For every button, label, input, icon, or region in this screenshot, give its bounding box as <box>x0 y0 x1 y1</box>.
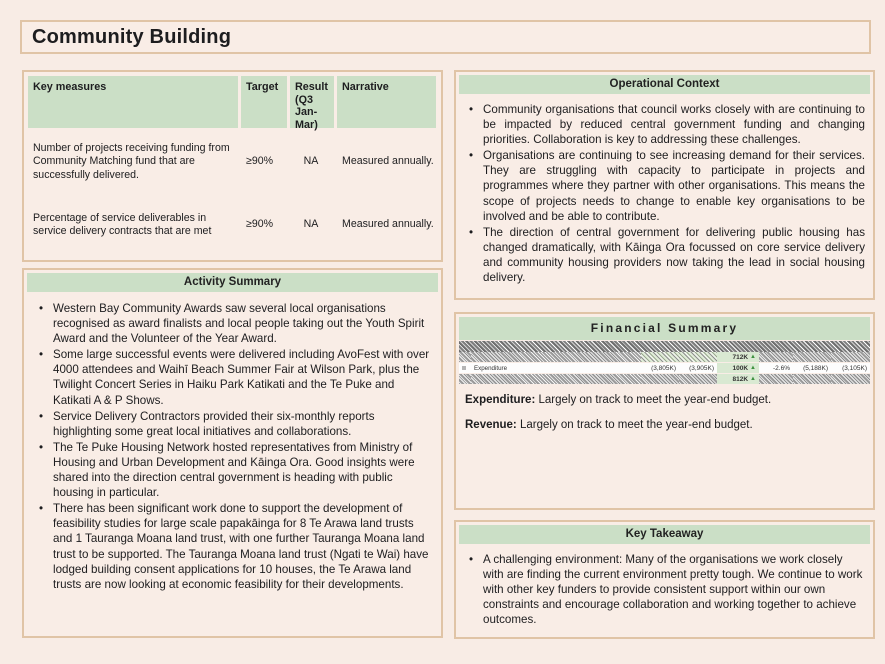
table-row <box>459 363 870 373</box>
target-value: ≥90% <box>246 218 274 231</box>
key-takeaway-list <box>463 552 865 627</box>
key-takeaway-header: Key Takeaway <box>459 525 870 544</box>
narrative-value: Measured annually. <box>342 218 434 231</box>
key-measures-section <box>22 70 443 262</box>
forecast-value: (3,105K) <box>842 364 867 372</box>
variance-pct: -2.6% <box>773 364 790 372</box>
operational-context-header: Operational Context <box>459 75 870 94</box>
key-takeaway-section <box>454 520 875 639</box>
financial-table-header-obscured <box>459 341 870 352</box>
table-row <box>459 352 870 362</box>
result-value: NA <box>303 218 319 231</box>
actual-value: (3,805K) <box>651 364 676 372</box>
table-row <box>459 374 870 384</box>
annual-budget-value: (5,188K) <box>803 364 828 372</box>
table-row <box>28 130 437 194</box>
measure-text: Number of projects receiving funding from Community Matching fund that are successfully delivered. <box>33 142 230 181</box>
noise-texture <box>459 341 870 352</box>
revenue-label: Revenue: <box>465 419 517 431</box>
key-measures-header-row <box>28 76 437 131</box>
title-box <box>20 20 871 54</box>
activity-summary-list <box>33 301 433 592</box>
list-item: • Western Bay Community Awards saw several local organisations recognised as award finalists and local people taking out the Youth Spirit Award and the Volunteer of the Year Award. <box>33 301 433 346</box>
variance-value: 712K <box>732 353 749 361</box>
variance-value: 100K <box>732 364 749 372</box>
up-arrow-icon: ▲ <box>750 365 756 371</box>
measure-text: Percentage of service deliverables in service delivery contracts that are met <box>33 211 212 237</box>
expenditure-label: Expenditure: <box>465 394 536 406</box>
financial-table <box>459 341 870 384</box>
table-row <box>28 196 437 254</box>
budget-value: (3,905K) <box>689 364 714 372</box>
col-header-target: Target <box>241 76 287 128</box>
operational-context-section <box>454 70 875 300</box>
expenditure-note <box>465 393 864 407</box>
variance-cell <box>717 363 759 373</box>
variance-cell <box>717 374 759 384</box>
up-arrow-icon: ▲ <box>750 354 756 360</box>
list-item: • Organisations are continuing to see increasing demand for their services. They are struggling with capacity to participate in projects and programmes where they partner with other organisations. This means the scope of projects needs to change to enable key organisations to be involved and be able to contribute. <box>463 148 865 223</box>
up-arrow-icon: ▲ <box>750 376 756 382</box>
list-item: • The Te Puke Housing Network hosted representatives from Ministry of Housing and Urban Development and Kāinga Ora. Good insights were shared into the direction central government is heading with public housing in particular. <box>33 440 433 500</box>
list-item: • There has been significant work done to support the development of feasibility studies for large scale papakāinga for 8 Te Arawa land trusts and 1 Tauranga Moana land trust, with one further Tauranga Moana land trust to be supported. The Tauranga Moana land trust (Ngati te Wai) have lodged building consent applications for 10 houses, the Te Arawa land trusts are now looking at economic feasibility for their developments. <box>33 501 433 592</box>
row-label: Expenditure <box>474 364 508 372</box>
list-item: • A challenging environment: Many of the organisations we work closely with are finding the current environment pretty tough. We continue to work with other key funders to provide consistent support within our own constraints and encourage collaboration and working together to achieve outcomes. <box>463 552 865 627</box>
result-value: NA <box>303 155 319 168</box>
list-item: • Service Delivery Contractors provided their six-monthly reports highlighting some great local initiatives and collaborations. <box>33 409 433 439</box>
list-item: • Some large successful events were delivered including AvoFest with over 4000 attendees and Waihī Beach Summer Fair at Wilson Park, plus the Twilight Concert Series in Haiku Park Katikati and the Te Puke and Katikati A & P Shows. <box>33 347 433 407</box>
operational-context-list <box>463 102 865 285</box>
revenue-note <box>465 418 864 432</box>
list-item: • Community organisations that council works closely with are continuing to be impacted by reduced central government funding and changing priorities. Collaboration is key to addressing these challenges. <box>463 102 865 147</box>
financial-summary-header: Financial Summary <box>459 317 870 340</box>
col-header-result: Result (Q3 Jan-Mar) <box>290 76 334 128</box>
expenditure-text: Largely on track to meet the year-end budget. <box>538 394 772 406</box>
page-title: Community Building <box>32 25 232 48</box>
narrative-value: Measured annually. <box>342 155 434 168</box>
target-value: ≥90% <box>246 155 274 168</box>
financial-notes <box>459 385 870 432</box>
expand-icon <box>462 366 466 370</box>
activity-summary-section <box>22 268 443 638</box>
revenue-text: Largely on track to meet the year-end budget. <box>519 419 753 431</box>
variance-cell <box>717 352 759 362</box>
col-header-measure: Key measures <box>28 76 238 128</box>
list-item: • The direction of central government for delivering public housing has changed dramatically, with Kāinga Ora focussed on core service delivery and community housing providers now taking the lead in social housing delivery. <box>463 225 865 285</box>
col-header-narrative: Narrative <box>337 76 436 128</box>
variance-value: 812K <box>732 375 749 383</box>
activity-summary-header: Activity Summary <box>27 273 438 292</box>
financial-summary-section <box>454 312 875 510</box>
